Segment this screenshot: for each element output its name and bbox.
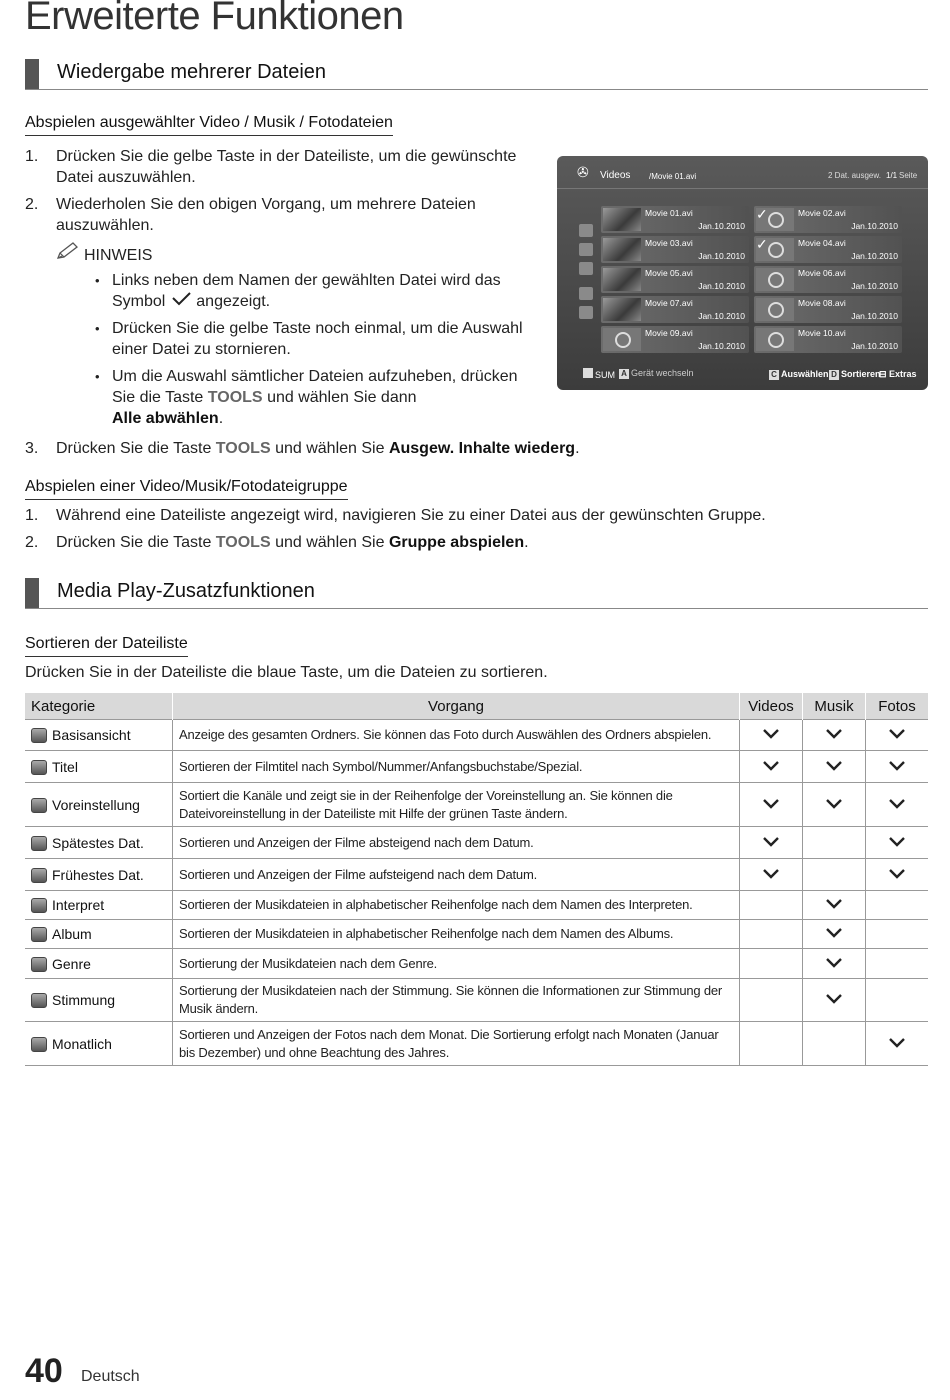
file-date: Jan.10.2010 <box>698 251 745 261</box>
page-number: 40 <box>25 1352 63 1390</box>
tools-keyword: TOOLS <box>215 534 271 551</box>
menu-option: Alle abwählen <box>112 410 219 427</box>
musik-cell <box>803 720 866 751</box>
artist-icon <box>31 898 47 913</box>
description-cell <box>173 949 740 979</box>
chevron-down-icon <box>825 956 843 972</box>
title-icon <box>31 760 47 775</box>
extras-hint: ⊟ Extras <box>879 369 917 379</box>
bullet-icon: • <box>95 369 100 384</box>
fotos-cell <box>866 979 929 1022</box>
key-a: A <box>619 369 629 379</box>
subheading-sort: Sortieren der Dateiliste <box>25 635 188 657</box>
file-name: Movie 02.avi <box>798 208 846 218</box>
table-row <box>25 920 928 949</box>
video-reel-icon <box>603 328 641 351</box>
category-cell <box>25 920 173 949</box>
file-name: Movie 01.avi <box>645 208 693 218</box>
tv-screenshot <box>557 156 928 390</box>
header-fotos: Fotos <box>866 693 929 720</box>
description-line: bis Dezember) und ohne Beachtung des Jahres. <box>179 1044 450 1060</box>
category-label: Monatlich <box>52 1035 112 1052</box>
videos-cell <box>740 827 803 859</box>
step-text: Während eine Dateiliste angezeigt wird, navigieren Sie zu einer Datei aus der gewünschten Gruppe. <box>56 507 766 524</box>
step-text: Drücken Sie die Taste TOOLS und wählen Sie Ausgew. Inhalte wiederg. <box>56 440 580 457</box>
video-reel-icon <box>756 298 794 321</box>
file-name: Movie 09.avi <box>645 328 693 338</box>
description-cell <box>173 979 740 1022</box>
fotos-cell <box>866 920 929 949</box>
calendar-30-icon <box>31 836 47 851</box>
description-cell <box>173 891 740 920</box>
page-indicator: 1/1 <box>886 171 898 180</box>
tools-icon: ⊟ <box>879 369 890 379</box>
step-number: 2. <box>25 534 39 551</box>
note-header <box>56 242 152 266</box>
page-label: Seite <box>899 171 918 180</box>
file-name: Movie 03.avi <box>645 238 693 248</box>
videos-cell <box>740 751 803 783</box>
note-line: Alle abwählen. <box>112 410 224 427</box>
file-date: Jan.10.2010 <box>851 281 898 291</box>
musik-cell <box>803 827 866 859</box>
description-line: Sortieren der Filmtitel nach Symbol/Nummer/Anfangsbuchstabe/Spezial. <box>179 758 583 774</box>
note-line: einer Datei zu stornieren. <box>112 341 291 358</box>
description-cell <box>173 859 740 891</box>
chevron-down-icon <box>762 727 780 743</box>
section-header-multiple-files <box>25 59 928 90</box>
checkmark-icon <box>170 293 192 310</box>
description-cell <box>173 1022 740 1066</box>
step-number: 1. <box>25 507 39 524</box>
chevron-down-icon <box>762 867 780 883</box>
file-tile[interactable] <box>601 326 749 353</box>
section-title: Media Play-Zusatzfunktionen <box>57 580 315 602</box>
note-line: Um die Auswahl sämtlicher Dateien aufzuheben, drücken <box>112 368 518 385</box>
chevron-down-icon <box>825 727 843 743</box>
video-thumbnail <box>603 208 641 231</box>
description-line: Anzeige des gesamten Ordners. Sie können das Foto durch Auswählen des Ordners abspielen. <box>179 727 712 742</box>
table-row <box>25 1022 928 1066</box>
screen-path: /Movie 01.avi <box>649 172 697 181</box>
star-icon <box>579 306 593 319</box>
step-number: 2. <box>25 196 39 213</box>
file-name: Movie 04.avi <box>798 238 846 248</box>
tools-keyword: TOOLS <box>207 389 263 406</box>
fotos-cell <box>866 720 929 751</box>
video-reel-icon <box>756 268 794 291</box>
file-name: Movie 08.avi <box>798 298 846 308</box>
menu-option: Ausgew. Inhalte wiederg <box>388 440 576 457</box>
key-d: D <box>829 370 839 380</box>
file-tile[interactable] <box>601 266 749 293</box>
file-date: Jan.10.2010 <box>851 221 898 231</box>
file-name: Movie 05.avi <box>645 268 693 278</box>
file-tile[interactable] <box>754 206 902 233</box>
screenshot-header <box>557 156 928 188</box>
chevron-down-icon <box>825 759 843 775</box>
description-line: Sortieren und Anzeigen der Fotos nach dem Monat. Die Sortierung erfolgt nach Monaten (Januar <box>179 1026 719 1042</box>
bullet-icon: • <box>95 273 100 288</box>
video-reel-icon: ✇ <box>577 164 589 180</box>
musik-cell <box>803 751 866 783</box>
category-cell <box>25 720 173 751</box>
genre-icon <box>31 957 47 972</box>
header-kategorie: Kategorie <box>25 693 173 720</box>
chevron-down-icon <box>888 759 906 775</box>
album-icon <box>31 927 47 942</box>
file-name: Movie 06.avi <box>798 268 846 278</box>
video-reel-icon <box>756 328 794 351</box>
sort-intro: Drücken Sie in der Dateiliste die blaue Taste, um die Dateien zu sortieren. <box>25 664 548 681</box>
category-label: Genre <box>52 955 91 972</box>
step-number: 1. <box>25 148 39 165</box>
category-label: Stimmung <box>52 992 116 1008</box>
musik-cell <box>803 979 866 1022</box>
category-cell <box>25 827 173 859</box>
musik-cell <box>803 783 866 827</box>
note-line: Links neben dem Namen der gewählten Datei wird das <box>112 272 501 289</box>
section-bar <box>25 578 39 608</box>
file-grid <box>601 206 911 356</box>
description-line: Sortieren der Musikdateien in alphabetischer Reihenfolge nach dem Namen des Albums. <box>179 926 674 941</box>
category-cell <box>25 949 173 979</box>
table-row <box>25 891 928 920</box>
screen-title: Videos <box>600 170 631 181</box>
videos-cell <box>740 1022 803 1066</box>
note-item <box>95 270 542 312</box>
step-number: 3. <box>25 440 39 457</box>
table-row <box>25 783 928 827</box>
change-device-hint: A Gerät wechseln <box>619 368 694 379</box>
file-date: Jan.10.2010 <box>698 341 745 351</box>
video-thumbnail <box>603 298 641 321</box>
file-date: Jan.10.2010 <box>851 251 898 261</box>
table-row <box>25 979 928 1022</box>
category-cell <box>25 979 173 1022</box>
category-cell <box>25 783 173 827</box>
note-line: Drücken Sie die gelbe Taste noch einmal, um die Auswahl <box>112 320 523 337</box>
file-date: Jan.10.2010 <box>698 281 745 291</box>
category-cell <box>25 1022 173 1066</box>
note-line: Symbol angezeigt. <box>112 293 271 310</box>
table-row <box>25 720 928 751</box>
file-date: Jan.10.2010 <box>698 311 745 321</box>
select-hint: C Auswählen <box>769 369 829 380</box>
page-title: Erweiterte Funktionen <box>25 0 404 38</box>
description-cell <box>173 920 740 949</box>
note-label: HINWEIS <box>84 247 153 264</box>
screenshot-footer <box>557 364 928 384</box>
videos-cell <box>740 979 803 1022</box>
musik-cell <box>803 949 866 979</box>
chevron-down-icon <box>888 797 906 813</box>
step-line: Wiederholen Sie den obigen Vorgang, um mehrere Dateien <box>56 196 476 213</box>
step-line: Datei auszuwählen. <box>56 169 196 186</box>
category-cell <box>25 751 173 783</box>
file-date: Jan.10.2010 <box>851 341 898 351</box>
fotos-cell <box>866 859 929 891</box>
category-label: Interpret <box>52 897 105 913</box>
note-line: Sie die Taste TOOLS und wählen Sie dann <box>112 389 417 406</box>
file-tile[interactable] <box>754 266 902 293</box>
header-vorgang: Vorgang <box>173 693 740 720</box>
table-row <box>25 827 928 859</box>
title-icon <box>579 243 593 256</box>
step-text <box>56 146 546 188</box>
table-row <box>25 949 928 979</box>
category-label: Titel <box>52 758 78 775</box>
videos-cell <box>740 920 803 949</box>
subheading-selected-files: Abspielen ausgewählter Video / Musik / Fotodateien <box>25 114 393 136</box>
file-tile[interactable] <box>601 206 749 233</box>
tools-keyword: TOOLS <box>215 440 271 457</box>
calendar-1-icon <box>31 868 47 883</box>
videos-cell <box>740 783 803 827</box>
file-tile[interactable] <box>601 296 749 323</box>
calendar-month-icon <box>31 1037 47 1052</box>
video-thumbnail <box>603 238 641 261</box>
checkmark-icon: ✓ <box>756 236 768 252</box>
note-item <box>95 318 542 360</box>
file-name: Movie 07.avi <box>645 298 693 308</box>
language-label: Deutsch <box>81 1368 140 1385</box>
step-line: Drücken Sie die gelbe Taste in der Dateiliste, um die gewünschte <box>56 148 517 165</box>
description-line: Sortieren und Anzeigen der Filme aufsteigend nach dem Datum. <box>179 866 537 882</box>
step-line: auszuwählen. <box>56 217 154 234</box>
chevron-down-icon <box>888 867 906 883</box>
description-cell <box>173 751 740 783</box>
file-date: Jan.10.2010 <box>698 221 745 231</box>
step-text: Drücken Sie die Taste TOOLS und wählen Sie Gruppe abspielen. <box>56 534 529 551</box>
calendar-1-icon <box>579 287 593 300</box>
description-line: Sortieren und Anzeigen der Filme absteigend nach dem Datum. <box>179 834 534 850</box>
videos-cell <box>740 720 803 751</box>
bullet-icon: • <box>95 321 100 336</box>
section-title: Wiedergabe mehrerer Dateien <box>57 61 327 83</box>
musik-cell <box>803 1022 866 1066</box>
mood-icon <box>31 993 47 1008</box>
description-line: Sortierung der Musikdateien nach dem Genre. <box>179 955 438 971</box>
subheading-file-group: Abspielen einer Video/Musik/Fotodateigruppe <box>25 478 348 500</box>
chevron-down-icon <box>825 897 843 913</box>
chevron-down-icon <box>825 926 843 942</box>
category-label: Frühestes Dat. <box>52 866 144 883</box>
fotos-cell <box>866 949 929 979</box>
category-label: Basisansicht <box>52 727 131 743</box>
videos-cell <box>740 891 803 920</box>
fotos-cell <box>866 751 929 783</box>
description-line: Musik ändern. <box>179 1001 259 1016</box>
table-row <box>25 751 928 783</box>
key-c: C <box>769 370 779 380</box>
video-thumbnail <box>603 268 641 291</box>
chevron-down-icon <box>825 992 843 1008</box>
description-cell <box>173 827 740 859</box>
fotos-cell <box>866 827 929 859</box>
musik-cell <box>803 859 866 891</box>
file-tile[interactable] <box>754 326 902 353</box>
pencil-note-icon <box>56 242 84 266</box>
file-date: Jan.10.2010 <box>851 311 898 321</box>
selected-count: 2 Dat. ausgew. <box>828 171 881 180</box>
videos-cell <box>740 859 803 891</box>
sort-hint: D Sortieren <box>829 369 881 380</box>
chevron-down-icon <box>888 835 906 851</box>
step-text <box>56 194 546 236</box>
menu-option: Gruppe abspielen <box>388 534 525 551</box>
description-line: Sortieren der Musikdateien in alphabetischer Reihenfolge nach dem Namen des Interpreten. <box>179 897 693 912</box>
category-label: Voreinstellung <box>52 796 140 813</box>
sum-label: SUM <box>583 368 615 380</box>
videos-cell <box>740 949 803 979</box>
description-line: Sortiert die Kanäle und zeigt sie in der Reihenfolge der Voreinstellung an. Sie können die <box>179 787 673 803</box>
folder-icon <box>31 728 47 743</box>
chevron-down-icon <box>888 727 906 743</box>
musik-cell <box>803 891 866 920</box>
file-tile[interactable] <box>601 236 749 263</box>
fotos-cell <box>866 891 929 920</box>
chevron-down-icon <box>888 1036 906 1052</box>
section-bar <box>25 59 39 89</box>
chevron-down-icon <box>762 835 780 851</box>
sum-key-icon <box>583 368 593 378</box>
chevron-down-icon <box>825 797 843 813</box>
calendar-30-icon <box>579 262 593 275</box>
sort-table <box>25 693 928 1066</box>
chevron-down-icon <box>762 759 780 775</box>
description-cell <box>173 720 740 751</box>
table-row <box>25 859 928 891</box>
description-line: Dateivoreinstellung in der Dateiliste mit Hilfe der grünen Taste ändern. <box>179 805 568 821</box>
fotos-cell <box>866 783 929 827</box>
category-cell <box>25 891 173 920</box>
table-header-row <box>25 693 928 720</box>
header-musik: Musik <box>803 693 866 720</box>
category-label: Album <box>52 926 92 942</box>
folder-icon <box>579 224 593 237</box>
star-icon <box>31 798 47 813</box>
category-label: Spätestes Dat. <box>52 834 144 851</box>
musik-cell <box>803 920 866 949</box>
description-cell <box>173 783 740 827</box>
chevron-down-icon <box>762 797 780 813</box>
file-name: Movie 10.avi <box>798 328 846 338</box>
fotos-cell <box>866 1022 929 1066</box>
note-item <box>95 366 542 429</box>
file-tile[interactable] <box>754 236 902 263</box>
checkmark-icon: ✓ <box>756 206 768 222</box>
description-line: Sortierung der Musikdateien nach der Stimmung. Sie können die Informationen zur Stimmung der <box>179 983 723 998</box>
category-cell <box>25 859 173 891</box>
file-tile[interactable] <box>754 296 902 323</box>
section-header-media-play <box>25 578 928 609</box>
header-videos: Videos <box>740 693 803 720</box>
